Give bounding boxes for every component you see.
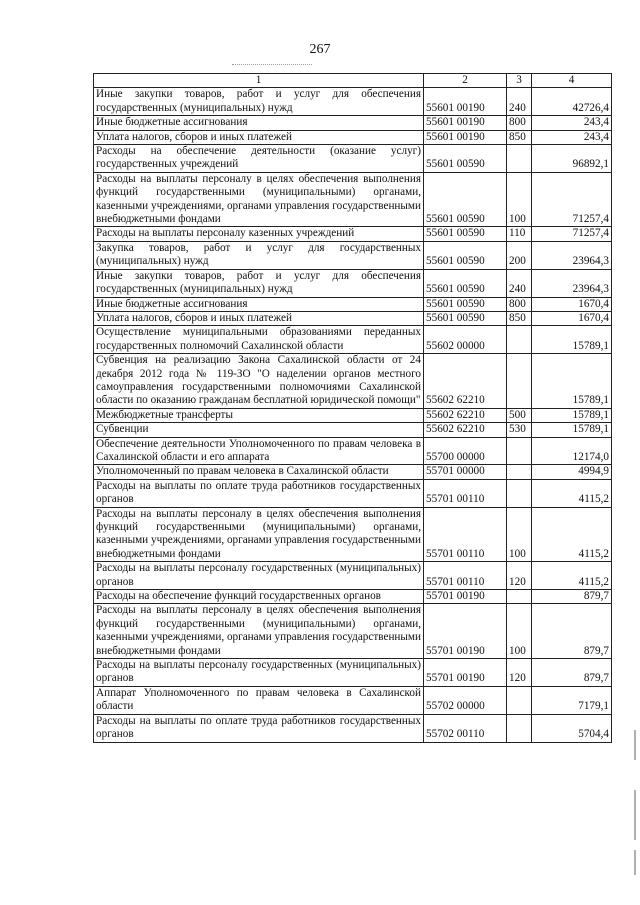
- row-code-cell: 55601 00590: [424, 172, 507, 227]
- row-name-cell: Осуществление муниципальными образованиями переданных государственных полномочий Сахалинской области: [94, 326, 424, 354]
- row-sum-cell: 4994,9: [532, 465, 612, 479]
- table-row: [94, 269, 612, 297]
- row-name-cell: Расходы на выплаты персоналу в целях обеспечения выполнения функций государственными (муниципальными) органами, казенными учреждениями, органами управления государственными внебюджетными фондами: [94, 172, 424, 227]
- budget-table: [93, 73, 612, 743]
- row-type-cell: 800: [507, 297, 532, 311]
- row-code-cell: 55701 00190: [424, 604, 507, 659]
- row-type-cell: [507, 714, 532, 742]
- row-code-cell: 55700 00000: [424, 437, 507, 465]
- row-type-cell: [507, 590, 532, 604]
- table-row: [94, 686, 612, 714]
- scan-margin-mark: [634, 850, 636, 875]
- row-sum-cell: 23964,3: [532, 269, 612, 297]
- row-sum-cell: 4115,2: [532, 479, 612, 507]
- row-code-cell: 55702 00110: [424, 714, 507, 742]
- row-name-cell: Субвенции: [94, 423, 424, 437]
- row-name-cell: Уплата налогов, сборов и иных платежей: [94, 311, 424, 325]
- row-name-cell: Аппарат Уполномоченного по правам человека в Сахалинской области: [94, 686, 424, 714]
- row-type-cell: 240: [507, 269, 532, 297]
- row-name-cell: Обеспечение деятельности Уполномоченного по правам человека в Сахалинской области и его аппарата: [94, 437, 424, 465]
- row-type-cell: 800: [507, 116, 532, 130]
- scan-margin-mark: [634, 730, 636, 760]
- table-row: [94, 116, 612, 130]
- table-row: [94, 479, 612, 507]
- row-name-cell: Субвенция на реализацию Закона Сахалинской области от 24 декабря 2012 года № 119-ЗО "О наделении органов местного самоуправления государственными полномочиями Сахалинской области по оказанию гражданам бесплатной юридической помощи": [94, 354, 424, 409]
- row-code-cell: 55701 00000: [424, 465, 507, 479]
- row-name-cell: Расходы на выплаты по оплате труда работников государственных органов: [94, 479, 424, 507]
- row-sum-cell: 15789,1: [532, 354, 612, 409]
- table-row: [94, 172, 612, 227]
- row-type-cell: 100: [507, 172, 532, 227]
- row-type-cell: 100: [507, 507, 532, 562]
- row-sum-cell: 7179,1: [532, 686, 612, 714]
- table-row: [94, 326, 612, 354]
- row-name-cell: Иные бюджетные ассигнования: [94, 297, 424, 311]
- row-code-cell: 55601 00190: [424, 130, 507, 144]
- row-sum-cell: 15789,1: [532, 423, 612, 437]
- table-row: [94, 88, 612, 116]
- table-row: [94, 562, 612, 590]
- row-code-cell: 55701 00190: [424, 590, 507, 604]
- row-type-cell: 240: [507, 88, 532, 116]
- row-sum-cell: 15789,1: [532, 408, 612, 422]
- row-name-cell: Расходы на выплаты персоналу государственных (муниципальных) органов: [94, 659, 424, 687]
- row-sum-cell: 96892,1: [532, 145, 612, 173]
- row-code-cell: 55701 00110: [424, 479, 507, 507]
- table-row: [94, 130, 612, 144]
- row-sum-cell: 4115,2: [532, 507, 612, 562]
- row-name-cell: Расходы на выплаты персоналу в целях обеспечения выполнения функций государственными (муниципальными) органами, казенными учреждениями, органами управления государственными внебюджетными фондами: [94, 604, 424, 659]
- header-cell-name: 1: [94, 74, 424, 88]
- row-type-cell: [507, 465, 532, 479]
- row-type-cell: 120: [507, 562, 532, 590]
- row-type-cell: [507, 145, 532, 173]
- row-sum-cell: 243,4: [532, 130, 612, 144]
- table-row: [94, 659, 612, 687]
- table-row: [94, 241, 612, 269]
- row-sum-cell: 23964,3: [532, 241, 612, 269]
- row-sum-cell: 71257,4: [532, 227, 612, 241]
- table-row: [94, 227, 612, 241]
- row-sum-cell: 5704,4: [532, 714, 612, 742]
- row-name-cell: Иные закупки товаров, работ и услуг для обеспечения государственных (муниципальных) нужд: [94, 88, 424, 116]
- table-row: [94, 408, 612, 422]
- header-cell-code: 2: [424, 74, 507, 88]
- row-type-cell: 120: [507, 659, 532, 687]
- row-code-cell: 55602 62210: [424, 354, 507, 409]
- row-sum-cell: 42726,4: [532, 88, 612, 116]
- scan-margin-mark: [634, 790, 636, 840]
- row-name-cell: Расходы на выплаты персоналу государственных (муниципальных) органов: [94, 562, 424, 590]
- table-row: [94, 507, 612, 562]
- row-name-cell: Расходы на выплаты по оплате труда работников государственных органов: [94, 714, 424, 742]
- row-sum-cell: 4115,2: [532, 562, 612, 590]
- row-type-cell: 200: [507, 241, 532, 269]
- row-code-cell: 55602 62210: [424, 408, 507, 422]
- row-name-cell: Расходы на выплаты персоналу в целях обеспечения выполнения функций государственными (муниципальными) органами, казенными учреждениями, органами управления государственными внебюджетными фондами: [94, 507, 424, 562]
- table-row: [94, 423, 612, 437]
- table-row: [94, 465, 612, 479]
- row-type-cell: 850: [507, 311, 532, 325]
- row-name-cell: Расходы на обеспечение функций государственных органов: [94, 590, 424, 604]
- row-sum-cell: 879,7: [532, 604, 612, 659]
- row-sum-cell: 879,7: [532, 659, 612, 687]
- table-row: [94, 714, 612, 742]
- row-sum-cell: 1670,4: [532, 311, 612, 325]
- row-name-cell: Расходы на обеспечение деятельности (оказание услуг) государственных учреждений: [94, 145, 424, 173]
- row-code-cell: 55601 00190: [424, 116, 507, 130]
- header-cell-type: 3: [507, 74, 532, 88]
- row-name-cell: Расходы на выплаты персоналу казенных учреждений: [94, 227, 424, 241]
- row-code-cell: 55601 00590: [424, 311, 507, 325]
- row-sum-cell: 1670,4: [532, 297, 612, 311]
- row-name-cell: Уплата налогов, сборов и иных платежей: [94, 130, 424, 144]
- row-code-cell: 55601 00590: [424, 269, 507, 297]
- row-sum-cell: 879,7: [532, 590, 612, 604]
- header-row: [94, 74, 612, 88]
- scan-artifact: [232, 64, 312, 67]
- row-name-cell: Иные закупки товаров, работ и услуг для обеспечения государственных (муниципальных) нужд: [94, 269, 424, 297]
- row-code-cell: 55601 00590: [424, 297, 507, 311]
- row-sum-cell: 71257,4: [532, 172, 612, 227]
- row-code-cell: 55602 62210: [424, 423, 507, 437]
- row-code-cell: 55601 00590: [424, 241, 507, 269]
- table-row: [94, 604, 612, 659]
- row-name-cell: Закупка товаров, работ и услуг для государственных (муниципальных) нужд: [94, 241, 424, 269]
- row-type-cell: 110: [507, 227, 532, 241]
- row-type-cell: [507, 326, 532, 354]
- row-sum-cell: 12174,0: [532, 437, 612, 465]
- table-row: [94, 590, 612, 604]
- row-code-cell: 55701 00110: [424, 507, 507, 562]
- row-code-cell: 55602 00000: [424, 326, 507, 354]
- row-type-cell: [507, 479, 532, 507]
- table-row: [94, 354, 612, 409]
- row-type-cell: [507, 686, 532, 714]
- row-type-cell: 500: [507, 408, 532, 422]
- table-row: [94, 437, 612, 465]
- row-name-cell: Межбюджетные трансферты: [94, 408, 424, 422]
- row-type-cell: 850: [507, 130, 532, 144]
- row-code-cell: 55702 00000: [424, 686, 507, 714]
- table-row: [94, 311, 612, 325]
- row-type-cell: [507, 354, 532, 409]
- row-name-cell: Уполномоченный по правам человека в Сахалинской области: [94, 465, 424, 479]
- row-type-cell: 100: [507, 604, 532, 659]
- row-code-cell: 55601 00590: [424, 227, 507, 241]
- row-type-cell: [507, 437, 532, 465]
- table-row: [94, 297, 612, 311]
- row-code-cell: 55701 00190: [424, 659, 507, 687]
- header-cell-sum: 4: [532, 74, 612, 88]
- page-number: 267: [309, 42, 331, 57]
- row-type-cell: 530: [507, 423, 532, 437]
- row-code-cell: 55701 00110: [424, 562, 507, 590]
- row-sum-cell: 15789,1: [532, 326, 612, 354]
- table-row: [94, 145, 612, 173]
- row-code-cell: 55601 00190: [424, 88, 507, 116]
- row-code-cell: 55601 00590: [424, 145, 507, 173]
- row-sum-cell: 243,4: [532, 116, 612, 130]
- row-name-cell: Иные бюджетные ассигнования: [94, 116, 424, 130]
